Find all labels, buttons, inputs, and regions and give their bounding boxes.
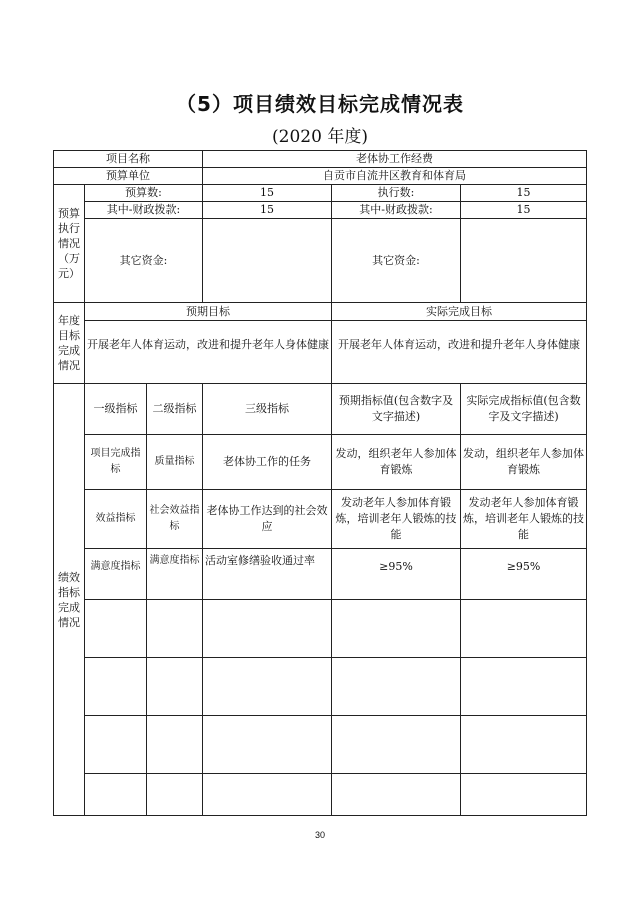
empty-row [54,658,587,716]
budget-amount-value: 15 [203,185,332,202]
budget-unit-label: 预算单位 [54,168,203,185]
budget-section-label [54,185,85,303]
fiscal-value-executed: 15 [461,202,587,219]
empty-cell [332,774,461,816]
budget-amount-label: 预算数: [85,185,203,202]
fiscal-label: 其中-财政拨款: [85,202,203,219]
fiscal-value: 15 [203,202,332,219]
empty-cell [85,600,147,658]
table-row [54,202,587,219]
empty-cell [85,774,147,816]
empty-cell [332,716,461,774]
fiscal-label-executed: 其中-财政拨款: [332,202,461,219]
other-funds-value-executed [461,219,587,303]
other-funds-label: 其它资金: [85,219,203,303]
empty-cell [203,600,332,658]
performance-table [53,150,587,816]
executed-label: 执行数: [332,185,461,202]
empty-cell [461,658,587,716]
other-funds-label-executed: 其它资金: [332,219,461,303]
actual-goal-header: 实际完成目标 [332,303,587,321]
page-number: 30 [314,830,325,840]
table-row [54,168,587,185]
other-funds-value [203,219,332,303]
empty-cell [147,774,203,816]
row-actual: 发动，组织老年人参加体育锻炼 [461,435,587,490]
row-actual: ≥95% [461,549,587,600]
annual-goal-label [54,303,85,384]
empty-cell [203,716,332,774]
empty-row [54,774,587,816]
table-row [54,185,587,202]
row-expected: 发动老年人参加体育锻炼，培训老年人锻炼的技能 [332,490,461,549]
empty-cell [461,600,587,658]
expected-goal-text: 开展老年人体育运动，改进和提升老年人身体健康 [85,321,332,384]
expected-goal-header: 预期目标 [85,303,332,321]
row-level3: 活动室修缮验收通过率 [203,549,332,600]
budget-unit-value: 自贡市自流井区教育和体育局 [203,168,587,185]
empty-cell [203,774,332,816]
empty-row [54,716,587,774]
page-title: （5）项目绩效目标完成情况表 [176,92,464,116]
header-actual-value: 实际完成指标值(包含数字及文字描述) [461,384,587,435]
empty-cell [203,658,332,716]
table-row [54,549,587,600]
table-row [54,303,587,321]
row-level1: 满意度指标 [85,549,147,600]
empty-cell [332,658,461,716]
actual-goal-text: 开展老年人体育运动，改进和提升老年人身体健康 [332,321,587,384]
row-level3: 老体协工作达到的社会效应 [203,490,332,549]
budget-section-text: 预算执行情况（万元） [58,207,80,280]
empty-cell [85,716,147,774]
empty-row [54,600,587,658]
perf-section-text: 绩效指标完成情况 [58,570,80,629]
empty-cell [85,658,147,716]
annual-goal-text: 年度目标完成情况 [58,314,80,372]
row-level3: 老体协工作的任务 [203,435,332,490]
empty-cell [147,600,203,658]
row-expected: 发动，组织老年人参加体育锻炼 [332,435,461,490]
empty-cell [147,716,203,774]
table-row [54,321,587,384]
row-level1: 项目完成指标 [85,435,147,490]
executed-value: 15 [461,185,587,202]
table-row [54,435,587,490]
row-level2: 质量指标 [147,435,203,490]
project-name-label: 项目名称 [54,151,203,168]
fiscal-year-subtitle: (2020 年度) [272,127,368,147]
table-row [54,219,587,303]
header-level3: 三级指标 [203,384,332,435]
header-expected-value: 预期指标值(包含数字及文字描述) [332,384,461,435]
table-row [54,490,587,549]
project-name-value: 老体协工作经费 [203,151,587,168]
empty-cell [332,600,461,658]
row-expected: ≥95% [332,549,461,600]
empty-cell [147,658,203,716]
row-actual: 发动老年人参加体育锻炼，培训老年人锻炼的技能 [461,490,587,549]
empty-cell [461,774,587,816]
table-row [54,151,587,168]
row-level2: 社会效益指标 [147,490,203,549]
empty-cell [461,716,587,774]
table-row [54,384,587,435]
header-level1: 一级指标 [85,384,147,435]
row-level1: 效益指标 [85,490,147,549]
perf-section-label [54,384,85,816]
row-level2: 满意度指标 [147,549,203,600]
header-level2: 二级指标 [147,384,203,435]
